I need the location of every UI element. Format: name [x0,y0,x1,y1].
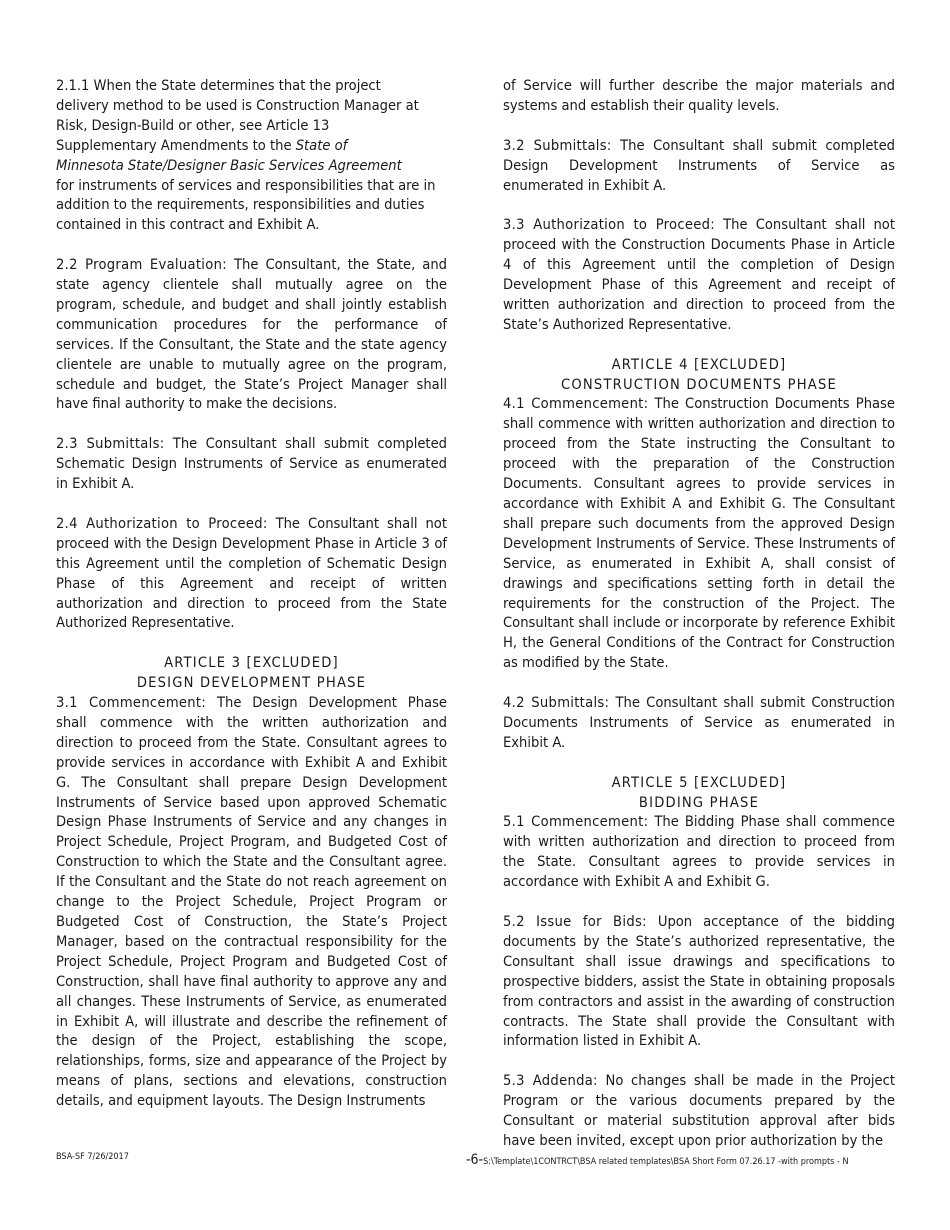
agreement-title-italic: State of Minnesota State/Designer Basic Services Agreement [56,136,402,174]
paragraph-4-1 [503,394,895,673]
section-heading: 2.4 Authorization to Proceed: [56,514,268,532]
paragraph-2-1-1-text: 2.1.1 When the State determines that the project delivery method to be used is Construction Manager at Risk, Design-Build or other, see Article 13 Supplementary Amendments to the [56,77,419,154]
paragraph-2-2 [56,255,447,414]
article-5-title: ARTICLE 5 [EXCLUDED] [611,773,787,791]
paragraph-3-2 [503,136,895,196]
article-4-subtitle: CONSTRUCTION DOCUMENTS PHASE [561,375,837,393]
section-body: The Bidding Phase shall commence with written authorization and direction to proceed from the State. Consultant agrees to provide services in accordance with Exhibit A and Exhibit G. [503,813,895,891]
article-5-subtitle: BIDDING PHASE [638,793,760,811]
article-4-title: ARTICLE 4 [EXCLUDED] [611,355,787,373]
section-heading: 5.1 Commencement: [503,813,649,831]
page-number: -6- [466,1152,484,1168]
section-heading: 3.1 Commencement: [56,694,207,712]
section-heading: 5.2 Issue for Bids: [503,912,647,930]
paragraph-2-4 [56,514,447,633]
paragraph-4-2 [503,693,895,753]
file-path: S:\Template\1CONTRCT\BSA related templates\BSA Short Form 07.26.17 -with prompts - N [483,1157,849,1167]
section-body: The Consultant shall not proceed with the Design Development Phase in Article 3 of this Agreement until the completion of Schematic Design Phase of this Agreement and receipt of written authorization and direction to proceed from the State Authorized Representative. [56,514,447,632]
section-heading: 5.3 Addenda: [503,1072,598,1090]
paragraph-continuation: of Service will further describe the major materials and systems and establish their quality levels. [503,77,895,114]
footer-form-id: BSA-SF 7/26/2017 [56,1152,129,1162]
section-heading: 4.2 Submittals: [503,694,610,712]
footer-path-line [466,1152,849,1168]
section-body: The Consultant shall submit completed Design Development Instruments of Service as enumerated in Exhibit A. [503,136,895,194]
paragraph-3-3 [503,215,895,334]
left-column [56,76,447,1131]
section-body: The Consultant shall submit completed Schematic Design Instruments of Service as enumerated in Exhibit A. [56,435,447,493]
paragraph-5-1 [503,812,895,892]
section-body: The Consultant shall not proceed with the Construction Documents Phase in Article 4 of this Agreement until the completion of Design Development Phase of this Agreement and receipt of written authorization and direction to proceed from the State’s Authorized Representative. [503,216,895,333]
article-3-title: ARTICLE 3 [EXCLUDED] [164,654,339,672]
section-body: Upon acceptance of the bidding documents by the State’s authorized representative, the Consultant shall issue drawings and specifications to prospective bidders, assist the State in obtaining proposals from contractors and assist in the awarding of construction contracts. The State shall provide the Consultant with information listed in Exhibit A. [503,912,895,1050]
paragraph-5-3 [503,1071,895,1151]
section-body: The Consultant, the State, and state agency clientele shall mutually agree on the program, schedule, and budget and shall jointly establish communication procedures for the performance of services. If the Consultant, the State and the state agency clientele are unable to mutually agree on the program, schedule and budget, the State’s Project Manager shall have final authority to make the decisions. [56,256,448,413]
section-body: No changes shall be made in the Project Program or the various documents prepared by the Consultant or material substitution approval after bids have been invited, except upon prior authorization by the [503,1072,895,1149]
section-heading: 3.2 Submittals: [503,136,612,154]
article-3-subtitle: DESIGN DEVELOPMENT PHASE [136,674,367,692]
paragraph-2-1-1 [56,76,447,235]
paragraph-5-2 [503,912,895,1051]
section-heading: 4.1 Commencement: [503,395,649,413]
section-heading: 3.3 Authorization to Proceed: [503,216,715,234]
section-heading: 2.2 Program Evaluation: [56,256,227,274]
paragraph-2-1-1-tail: for instruments of services and responsibilities that are in addition to the requirements, responsibilities and duties contained in this contract and Exhibit A. [56,176,436,234]
paragraph-2-3 [56,434,447,494]
right-column [503,76,895,1171]
section-body: The Construction Documents Phase shall commence with written authorization and direction to proceed from the State instructing the Consultant to proceed with the preparation of the Construction Documents. Consultant agrees to provide services in accordance with Exhibit A and Exhibit G. The Consultant shall prepare such documents from the approved Design Development Instruments of Service. These Instruments of Service, as enumerated in Exhibit A, shall consist of drawings and specifications setting forth in detail the requirements for the construction of the Project. The Consultant shall include or incorporate by reference Exhibit H, the General Conditions of the Contract for Construction as modified by the State. [503,395,895,672]
section-heading: 2.3 Submittals: [56,435,165,453]
paragraph-3-1 [56,693,447,1111]
section-body: The Consultant shall submit Construction Documents Instruments of Service as enumerated in Exhibit A. [503,694,895,751]
section-body: The Design Development Phase shall commence with the written authorization and direction to proceed from the State. Consultant agrees to provide services in accordance with Exhibit A and Exhibit G. The Consultant shall prepare Design Development Instruments of Service based upon approved Schematic Design Phase Instruments of Service and any changes in Project Schedule, Project Program, and Budgeted Cost of Construction to which the State and the Consultant agree. If the Consultant and the State do not reach agreement on change to the Project Schedule, Project Program or Budgeted Cost of Construction, the State’s Project Manager, based on the contractual responsibility for the Project Schedule, Project Program and Budgeted Cost of Construction, shall have final authority to approve any and all changes. These Instruments of Service, as enumerated in Exhibit A, will illustrate and describe the refinement of the design of the Project, establishing the scope, relationships, forms, size and appearance of the Project by means of plans, sections and elevations, construction details, and equipment layouts. The Design Instruments [56,694,447,1110]
